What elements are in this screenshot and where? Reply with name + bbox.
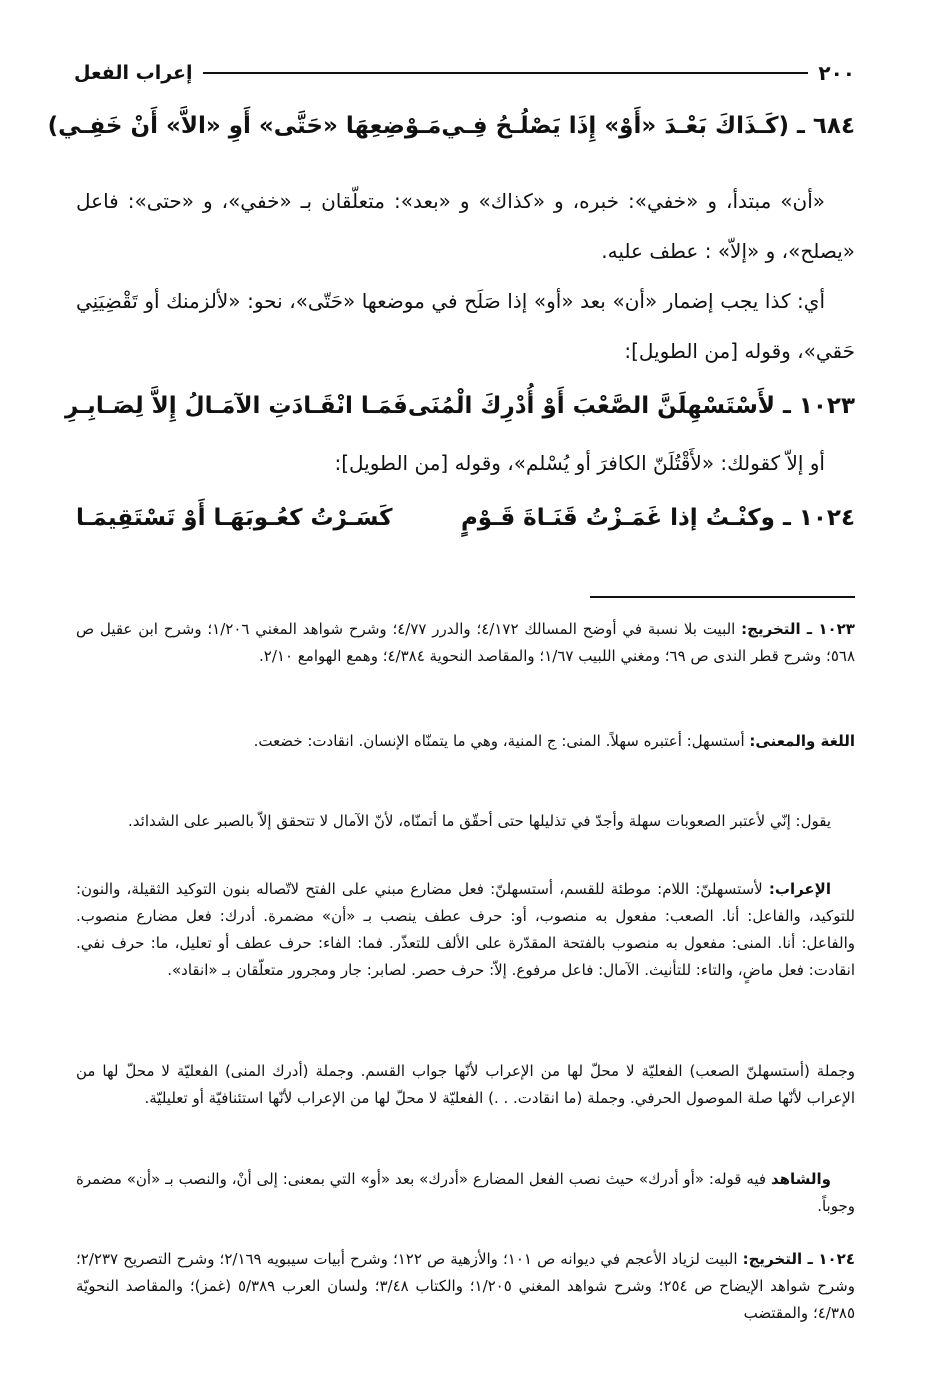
verse-hemistich-first: لأَسْتَسْهِلَنَّ الصَّعْبَ أَوْ أُدْرِكَ الْمُنَى bbox=[407, 393, 775, 419]
footnote-takhrij-1023 bbox=[76, 616, 855, 670]
verse-hemistich-first: وكنْـتُ إذا غَمَـزْتُ قَنَـاةَ قَـوْمٍ bbox=[460, 505, 775, 531]
paragraph-example: أو إلاّ كقولك: «لأَقْتُلَنّ الكافرَ أو يُسْلم»، وقوله [من الطويل]: bbox=[334, 451, 825, 475]
footnote-label: اللغة والمعنى: bbox=[749, 732, 855, 750]
verse-hemistich-second: مَـوْضِعِهَا «حَتَّى» أَوِ «الاَّ» أَنْ خَفِـي) bbox=[47, 113, 442, 139]
footnote-irab bbox=[76, 876, 855, 984]
footnote-label: الإعراب: bbox=[768, 880, 831, 898]
footnote-separator bbox=[590, 596, 855, 598]
footnote-text: البيت لزياد الأعجم في ديوانه ص ١٠١؛ والأزهية ص ١٢٢؛ وشرح أبيات سيبويه ٢/١٦٩؛ وشرح التصريح ٢/٢٣٧؛ وشرح شواهد الإيضاح ص ٢٥٤؛ وشرح شواهد المغني ١/٢٠٥؛ والكتاب ٣/٤٨؛ ولسان العرب ٥/٣٨٩ (غمز)؛ والمقاصد النحويّة ٤/٣٨٥؛ والمقتضب bbox=[76, 1250, 855, 1322]
page-header bbox=[74, 56, 855, 90]
footnote-text: لأستسهلنّ: اللام: موطئة للقسم، أستسهلنّ: فعل مضارع مبني على الفتح لاتّصاله بنون التوكيد الثقيلة، والنون: للتوكيد، والفاعل: أنا. الصعب: مفعول به منصوب، أو: حرف عطف ينصب بـ «أن» مضمرة. أدرك: فعل مضارع منصوب. والفاعل: أنا. المنى: مفعول به منصوب بالفتحة المقدّرة على الألف للتعذّر. فما: الفاء: حرف عطف أو تعليل، ما: حرف نفي. انقادت: فعل ماضٍ، والتاء: للتأنيث. الآمال: فاعل مرفوع. إلاّ: حرف حصر. لصابر: جار ومجرور متعلّقان بـ «انقاد». bbox=[76, 880, 855, 979]
verse-number: ١٠٢٣ ـ bbox=[782, 393, 855, 419]
verse-684 bbox=[47, 106, 855, 146]
footnote-yaqul: يقول: إنّي لأعتبر الصعوبات سهلة وأجدّ في تذليلها حتى أحقّق ما أتمنّاه، لأنّ الآمال لا تتحقق إلاّ بالصبر على الشدائد. bbox=[128, 812, 831, 830]
verse-hemistich-second: فَمَـا انْقَـادَتِ الآمَـالُ إِلاَّ لِصَـابِـرِ bbox=[65, 393, 408, 419]
verse-1024 bbox=[76, 498, 855, 538]
footnote-takhrij-1024 bbox=[76, 1246, 855, 1327]
footnote-text: البيت بلا نسبة في أوضح المسالك ٤/١٧٢؛ والدرر ٤/٧٧؛ وشرح شواهد المغني ١/٢٠٦؛ وشرح ابن عقيل ص ٥٦٨؛ وشرح قطر الندى ص ٦٩؛ ومغني اللبيب ١/٦٧؛ والمقاصد النحوية ٤/٣٨٤؛ وهمع الهوامع ٢/١٠. bbox=[76, 620, 855, 665]
chapter-title: إعراب الفعل bbox=[74, 62, 193, 84]
verse-1023 bbox=[65, 386, 855, 426]
page-number: ٢٠٠ bbox=[818, 61, 855, 85]
footnote-label: والشاهد bbox=[770, 1170, 831, 1188]
header-rule bbox=[203, 72, 809, 74]
footnote-label: ١٠٢٣ ـ التخريج: bbox=[741, 620, 855, 638]
verse-hemistich-second: كَسَـرْتُ كعُـوبَهَـا أَوْ تَسْتَقِيمَـا bbox=[76, 505, 393, 531]
verse-hemistich-first: (كَـذَاكَ بَعْـدَ «أَوْ» إِذَا يَصْلُـحُ فِـي bbox=[441, 113, 789, 139]
footnote-shahid bbox=[76, 1166, 855, 1220]
verse-number: ١٠٢٤ ـ bbox=[782, 505, 855, 531]
footnote-text: فيه قوله: «أو أدرك» حيث نصب الفعل المضارع «أدرك» بعد «أو» التي بمعنى: إلى أنْ، والنصب بـ «أن» مضمرة وجوباً. bbox=[76, 1170, 855, 1215]
paragraph-irab: «أن» مبتدأ، و «خفي»: خبره، و «كذاك» و «بعد»: متعلّقان بـ «خفي»، و «حتى»: فاعل «يصلح»، و «إلاّ» : عطف عليه. bbox=[76, 189, 855, 263]
footnote-label: ١٠٢٤ ـ التخريج: bbox=[742, 1250, 855, 1268]
footnote-jumal: وجملة (أستسهلنّ الصعب) الفعليّة لا محلّ لها من الإعراب لأنّها جواب القسم. وجملة (أدرك المنى) الفعليّة لا محلّ لها من الإعراب لأنّها صلة الموصول الحرفي. وجملة (ما انقادت. . .) الفعليّة لا محلّ لها من الإعراب لأنّها استئنافيّة أو تعليليّة. bbox=[76, 1062, 855, 1107]
paragraph-explanation: أي: كذا يجب إضمار «أن» بعد «أو» إذا صَلَح في موضعها «حَتّى»، نحو: «لألزمنك أو تَقْضِيَنِي حَقي»، وقوله [من الطويل]: bbox=[76, 289, 855, 363]
footnote-lugha bbox=[76, 728, 855, 755]
footnote-text: أستسهل: أعتبره سهلاً. المنى: ج المنية، وهي ما يتمنّاه الإنسان. انقادت: خضعت. bbox=[253, 732, 750, 750]
verse-number: ٦٨٤ ـ bbox=[797, 113, 855, 139]
